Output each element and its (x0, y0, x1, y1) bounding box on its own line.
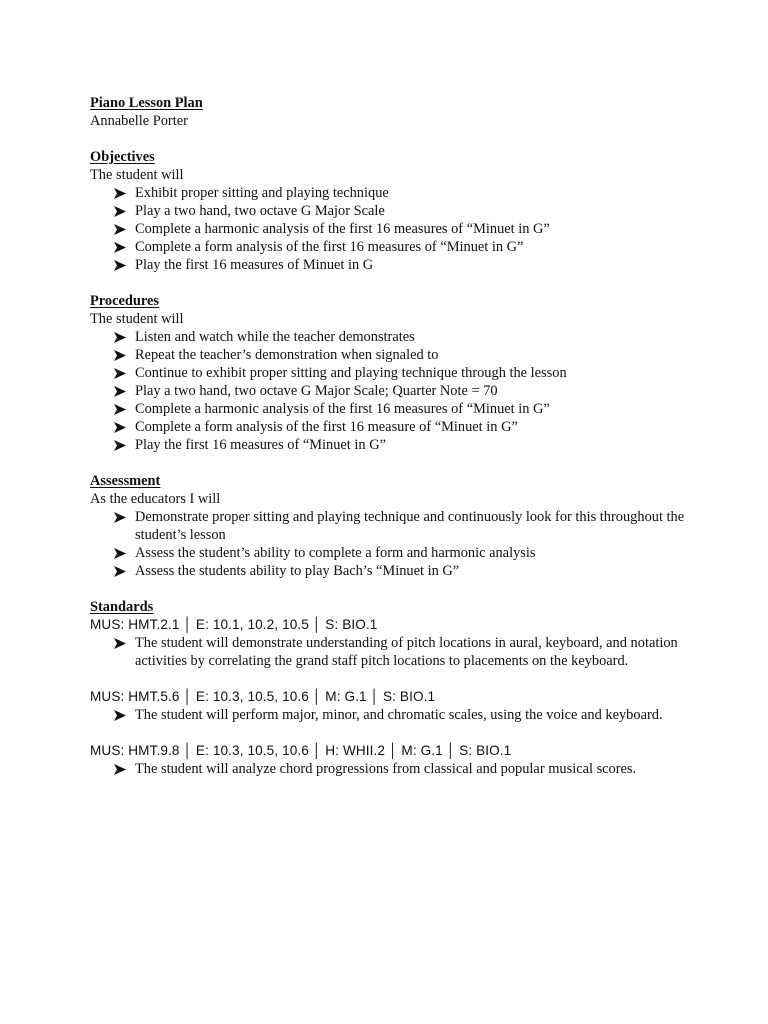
list-item (90, 202, 710, 220)
arrow-bullet-icon (114, 238, 128, 256)
list-item-text: Play a two hand, two octave G Major Scale (135, 203, 385, 219)
list-item-text: Listen and watch while the teacher demonstrates (135, 329, 415, 345)
assessment-intro: As the educators I will (90, 491, 221, 507)
list-item (90, 436, 710, 454)
list-item (90, 256, 710, 274)
list-item-text: Complete a form analysis of the first 16 measure of “Minuet in G” (135, 419, 518, 435)
arrow-bullet-icon (114, 184, 128, 202)
assessment-section (90, 472, 710, 580)
arrow-bullet-icon (114, 760, 128, 778)
list-item-text: Play the first 16 measures of Minuet in G (135, 257, 374, 273)
objectives-list (90, 184, 710, 274)
list-item-text: Complete a form analysis of the first 16 measures of “Minuet in G” (135, 239, 524, 255)
list-item (90, 328, 710, 346)
author-name: Annabelle Porter (90, 113, 188, 129)
arrow-bullet-icon (114, 382, 128, 400)
assessment-heading: Assessment (90, 473, 161, 489)
arrow-bullet-icon (114, 508, 128, 526)
list-item (90, 382, 710, 400)
standard-list (90, 760, 710, 778)
list-item (90, 544, 710, 562)
arrow-bullet-icon (114, 544, 128, 562)
arrow-bullet-icon (114, 400, 128, 418)
standard-block (90, 688, 710, 724)
list-item-text: Play a two hand, two octave G Major Scale; Quarter Note = 70 (135, 383, 498, 399)
list-item-text: The student will analyze chord progressions from classical and popular musical scores. (135, 761, 637, 777)
list-item-text: Continue to exhibit proper sitting and playing technique through the lesson (135, 365, 567, 381)
document-page (90, 94, 710, 778)
objectives-section (90, 148, 710, 274)
list-item (90, 418, 710, 436)
list-item-text: Assess the students ability to play Bach’s “Minuet in G” (135, 563, 460, 579)
list-item (90, 760, 710, 778)
list-item (90, 634, 710, 670)
list-item (90, 238, 710, 256)
procedures-heading: Procedures (90, 293, 160, 309)
objectives-heading: Objectives (90, 149, 155, 165)
list-item (90, 706, 710, 724)
list-item-text: Complete a harmonic analysis of the first 16 measures of “Minuet in G” (135, 401, 550, 417)
list-item-text: Exhibit proper sitting and playing technique (135, 185, 389, 201)
standard-block (90, 616, 710, 670)
arrow-bullet-icon (114, 418, 128, 436)
arrow-bullet-icon (114, 562, 128, 580)
standards-heading: Standards (90, 599, 154, 615)
standard-code: MUS: HMT.2.1 │ E: 10.1, 10.2, 10.5 │ S: BIO.1 (90, 617, 378, 632)
list-item-text: Repeat the teacher’s demonstration when signaled to (135, 347, 439, 363)
list-item-text: Complete a harmonic analysis of the first 16 measures of “Minuet in G” (135, 221, 550, 237)
list-item (90, 220, 710, 238)
arrow-bullet-icon (114, 364, 128, 382)
assessment-list (90, 508, 710, 580)
list-item (90, 508, 710, 544)
standards-section (90, 598, 710, 778)
arrow-bullet-icon (114, 256, 128, 274)
list-item-text: The student will perform major, minor, and chromatic scales, using the voice and keyboard. (135, 707, 663, 723)
arrow-bullet-icon (114, 346, 128, 364)
list-item (90, 184, 710, 202)
list-item (90, 400, 710, 418)
standard-code: MUS: HMT.5.6 │ E: 10.3, 10.5, 10.6 │ M: G.1 │ S: BIO.1 (90, 689, 436, 704)
arrow-bullet-icon (114, 202, 128, 220)
list-item-text: Play the first 16 measures of “Minuet in G” (135, 437, 386, 453)
standard-code: MUS: HMT.9.8 │ E: 10.3, 10.5, 10.6 │ H: WHII.2 │ M: G.1 │ S: BIO.1 (90, 743, 512, 758)
arrow-bullet-icon (114, 706, 128, 724)
list-item (90, 346, 710, 364)
list-item (90, 562, 710, 580)
procedures-intro: The student will (90, 311, 184, 327)
objectives-intro: The student will (90, 167, 184, 183)
procedures-list (90, 328, 710, 454)
list-item (90, 364, 710, 382)
list-item-text: Assess the student’s ability to complete a form and harmonic analysis (135, 545, 536, 561)
arrow-bullet-icon (114, 328, 128, 346)
list-item-text: The student will demonstrate understanding of pitch locations in aural, keyboard, and notation activities by correlating the grand staff pitch locations to placements on the keyboard. (135, 635, 678, 669)
document-title: Piano Lesson Plan (90, 95, 203, 111)
procedures-section (90, 292, 710, 454)
list-item-text: Demonstrate proper sitting and playing technique and continuously look for this throughout the student’s lesson (135, 509, 685, 543)
arrow-bullet-icon (114, 634, 128, 652)
standard-list (90, 706, 710, 724)
standard-list (90, 634, 710, 670)
arrow-bullet-icon (114, 220, 128, 238)
arrow-bullet-icon (114, 436, 128, 454)
standard-block (90, 742, 710, 778)
